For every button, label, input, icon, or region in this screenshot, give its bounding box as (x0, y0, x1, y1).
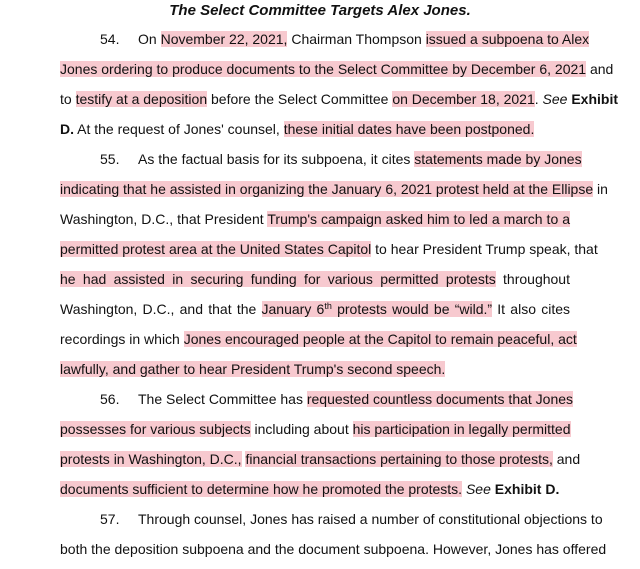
paragraph-56-line-1 (60, 390, 574, 408)
highlighted-text: financial transactions pertaining to those protests, (245, 451, 553, 467)
exhibit-reference: Exhibit (571, 91, 619, 107)
paragraph-56-line-4 (60, 480, 570, 498)
text-run: Through counsel, Jones has raised a number of constitutional objections to (138, 511, 603, 527)
highlighted-text: these initial dates have been postponed. (283, 121, 535, 137)
italic-text: See (465, 481, 491, 497)
text-run: and (552, 451, 581, 467)
section-heading: The Select Committee Targets Alex Jones. (169, 2, 471, 19)
text-run: and (586, 61, 614, 77)
paragraph-number: 54. (100, 31, 120, 47)
highlighted-text: permitted protest area at the United States Capitol (60, 241, 372, 257)
paragraph-55-line-8 (60, 360, 570, 378)
highlighted-text: Jones encouraged people at the Capitol to remain peaceful, act (183, 331, 577, 347)
text-run: throughout (495, 271, 570, 287)
text-run: On (138, 31, 161, 47)
paragraph-number: 57. (100, 511, 120, 527)
paragraph-number: 55. (100, 151, 120, 167)
paragraph-55-line-7 (60, 330, 577, 348)
italic-text: See (542, 91, 568, 107)
paragraph-55-line-2 (60, 180, 608, 198)
highlighted-text: protests in Washington, D.C., (60, 451, 242, 467)
exhibit-reference: Exhibit D. (494, 481, 560, 497)
paragraph-55-line-5 (60, 270, 570, 288)
highlighted-text: on December 18, 2021 (392, 91, 535, 107)
paragraph-57-line-2 (60, 540, 607, 558)
superscript: th (324, 301, 332, 311)
paragraph-54-line-1 (60, 30, 590, 48)
highlighted-text: documents sufficient to determine how he promoted the protests. (60, 481, 463, 497)
highlighted-text: indicating that he assisted in organizing the January 6, 2021 protest held at the Ellipse (60, 181, 594, 197)
paragraph-54-line-3 (60, 90, 619, 108)
text-run: Washington, D.C., that President (60, 211, 268, 227)
text-run: January 6 (261, 301, 325, 317)
paragraph-56-line-2 (60, 420, 570, 438)
highlighted-text: requested countless documents that Jones (306, 391, 574, 407)
highlighted-text: Trump's campaign asked him to led a march to a (267, 211, 570, 227)
text-run: recordings in which (60, 331, 184, 347)
paragraph-number: 56. (100, 391, 120, 407)
text-run: including about (250, 421, 353, 437)
highlighted-text: he had assisted in securing funding for various permitted protests (60, 271, 496, 287)
paragraph-55-line-6 (60, 300, 570, 318)
paragraph-55-line-4 (60, 240, 598, 258)
paragraph-54-line-2 (60, 60, 614, 78)
text-run: to (60, 91, 76, 107)
highlighted-text: Jones ordering to produce documents to the Select Committee by December 6, 2021 (60, 61, 587, 77)
highlighted-text: testify at a deposition (75, 91, 208, 107)
text-run: The Select Committee has (138, 391, 307, 407)
highlighted-text: issued a subpoena to Alex (425, 31, 590, 47)
highlighted-text: statements made by Jones (414, 151, 582, 167)
paragraph-54-line-4 (60, 120, 570, 138)
highlighted-text (262, 301, 493, 317)
paragraph-55-line-3 (60, 210, 570, 228)
paragraph-56-line-3 (60, 450, 581, 468)
text-run: before the Select Committee (207, 91, 393, 107)
text-run: both the deposition subpoena and the document subpoena. However, Jones has offered (60, 541, 607, 557)
highlighted-text: possesses for various subjects (60, 421, 251, 437)
highlighted-text: lawfully, and gather to hear President Trump's second speech. (60, 361, 446, 377)
highlighted-text: his participation in legally permitted (352, 421, 571, 437)
text-run: It also cites (492, 301, 571, 317)
text-run: to hear President Trump speak, that (371, 241, 598, 257)
text-run: As the factual basis for its subpoena, it cites (138, 151, 415, 167)
text-run: in (593, 181, 608, 197)
highlighted-text: November 22, 2021, (160, 31, 288, 47)
paragraph-55-line-1 (60, 150, 582, 168)
text-run: At the request of Jones' counsel, (74, 121, 284, 137)
text-run: Washington, D.C., and that the (60, 301, 262, 317)
exhibit-reference: D. (60, 121, 74, 137)
text-run: protests would be “wild.” (331, 301, 493, 317)
text-run: Chairman Thompson (287, 31, 426, 47)
paragraph-57-line-1 (60, 510, 603, 528)
text-run: . (534, 91, 543, 107)
